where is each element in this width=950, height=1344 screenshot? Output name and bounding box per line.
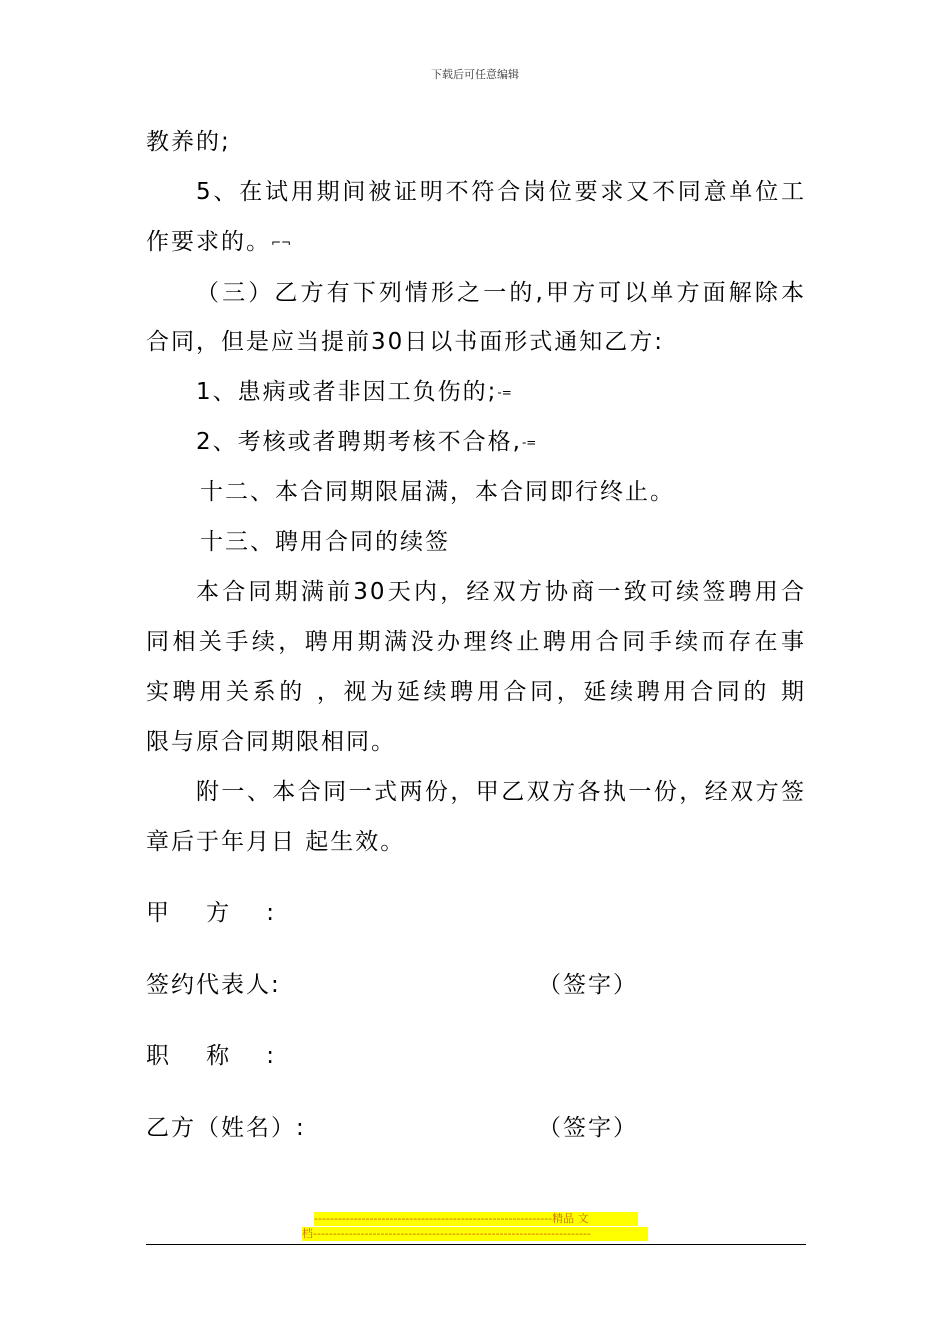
paragraph-line: 章后于年月日 起生效。: [146, 829, 406, 855]
paragraph-line: 合同，但是应当提前30日以书面形式通知乙方:: [146, 329, 665, 355]
paragraph-line: 限与原合同期限相同。: [146, 729, 396, 755]
paragraph-line: 附一、本合同一式两份，甲乙双方各执一份，经双方签: [196, 779, 806, 805]
edit-mark: ⌐¬: [271, 235, 292, 250]
page-header: 下载后可任意编辑: [431, 68, 519, 81]
paragraph-text: 2、考核或者聘期考核不合格,: [196, 429, 522, 455]
clause-heading: 十三、聘用合同的续签: [200, 529, 450, 555]
clause-heading: 十二、本合同期限届满，本合同即行终止。: [200, 479, 675, 505]
party-a-label: [146, 898, 276, 928]
paragraph-line: [146, 227, 806, 258]
paragraph-line: [196, 427, 806, 458]
paragraph-line: （三）乙方有下列情形之一的,甲方可以单方面解除本: [196, 280, 806, 306]
title-label: [146, 1041, 276, 1071]
footer-watermark-line2: 档----------------------------------------------------------------------: [302, 1227, 648, 1241]
paragraph-line: 5、在试用期间被证明不符合岗位要求又不同意单位工: [196, 179, 806, 205]
edit-mark: -=: [521, 435, 537, 450]
representative-label: 签约代表人:: [146, 972, 281, 998]
paragraph-line: 实聘用关系的 ，视为延续聘用合同，延续聘用合同的 期: [146, 679, 806, 705]
party-a-label-text: 甲方:: [146, 900, 276, 926]
representative-signature-field: （签字）: [538, 972, 638, 998]
paragraph-line: [196, 377, 806, 408]
edit-mark: -=: [497, 385, 512, 400]
paragraph-text: 作要求的。: [146, 229, 271, 255]
paragraph-line: 教养的;: [146, 129, 231, 155]
footer-watermark-line1: ------------------------------------------------------------精品 文: [314, 1212, 638, 1226]
party-b-signature-field: （签字）: [538, 1115, 638, 1141]
paragraph-line: 本合同期满前30天内，经双方协商一致可续签聘用合: [196, 579, 806, 605]
title-label-text: 职称:: [146, 1043, 276, 1069]
paragraph-text: 1、患病或者非因工负伤的;: [196, 379, 498, 405]
footer-divider: [146, 1244, 806, 1245]
paragraph-line: 同相关手续，聘用期满没办理终止聘用合同手续而存在事: [146, 629, 806, 655]
party-b-label: 乙方（姓名）:: [146, 1115, 306, 1141]
